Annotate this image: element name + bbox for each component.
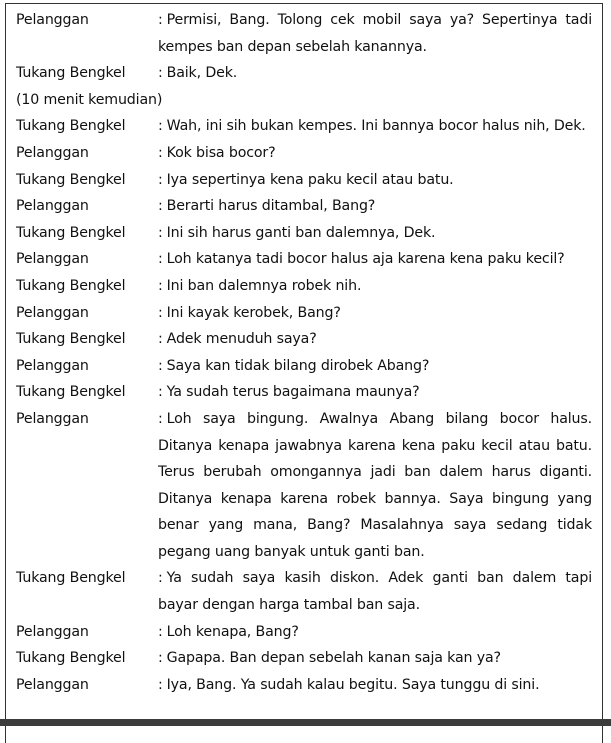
utterance xyxy=(158,193,594,220)
speaker-name: Tukang Bengkel xyxy=(16,384,126,401)
utterance xyxy=(158,619,594,646)
dialog-line xyxy=(16,246,594,273)
dialog-line xyxy=(16,113,594,140)
utterance-text: Ya sudah terus bagaimana maunya? xyxy=(166,384,420,401)
utterance xyxy=(158,220,594,247)
dialog-line xyxy=(16,273,594,300)
colon-separator: : xyxy=(158,65,163,82)
colon-separator: : xyxy=(158,650,163,667)
utterance xyxy=(158,672,594,699)
utterance-text: Loh kenapa, Bang? xyxy=(166,623,299,640)
utterance-text: Gapapa. Ban depan sebelah kanan saja kan ya? xyxy=(166,650,501,667)
dialog-line xyxy=(16,672,594,699)
speaker-name: Tukang Bengkel xyxy=(16,171,126,188)
speaker-name: Pelanggan xyxy=(16,357,89,374)
utterance-text: Iya sepertinya kena paku kecil atau batu. xyxy=(166,171,454,188)
speaker-name: Tukang Bengkel xyxy=(16,65,126,82)
utterance xyxy=(158,326,594,353)
utterance xyxy=(158,113,594,140)
colon-separator: : xyxy=(158,144,163,161)
utterance xyxy=(158,353,594,380)
dialog-line xyxy=(16,7,594,60)
colon-separator: : xyxy=(158,12,163,28)
utterance xyxy=(158,60,594,87)
speaker-name: Pelanggan xyxy=(16,144,89,161)
dialog-line xyxy=(16,193,594,220)
utterance xyxy=(158,379,594,406)
dialog-line xyxy=(16,300,594,327)
speaker-name: Tukang Bengkel xyxy=(16,224,126,241)
utterance xyxy=(158,7,594,60)
dialog-line xyxy=(16,326,594,353)
colon-separator: : xyxy=(158,357,163,374)
colon-separator: : xyxy=(158,304,163,321)
dialog-line xyxy=(16,645,594,672)
utterance-text: Kok bisa bocor? xyxy=(166,144,276,161)
colon-separator: : xyxy=(158,570,163,587)
dialog-line xyxy=(16,353,594,380)
colon-separator: : xyxy=(158,171,163,188)
colon-separator: : xyxy=(158,623,163,640)
utterance xyxy=(158,246,594,273)
speaker-name: Pelanggan xyxy=(16,198,89,215)
colon-separator: : xyxy=(158,410,163,427)
utterance xyxy=(158,406,594,566)
utterance xyxy=(158,167,594,194)
speaker-name: Pelanggan xyxy=(16,623,89,640)
dialog-line xyxy=(16,619,594,646)
colon-separator: : xyxy=(158,251,163,268)
colon-separator: : xyxy=(158,118,163,135)
utterance-text: Ini kayak kerobek, Bang? xyxy=(166,304,341,321)
narration-line: (10 menit kemudian) xyxy=(16,91,163,108)
utterance-text: Ini ban dalemnya robek nih. xyxy=(166,277,362,294)
utterance xyxy=(158,300,594,327)
utterance-text: Adek menuduh saya? xyxy=(166,331,317,348)
colon-separator: : xyxy=(158,384,163,401)
colon-separator: : xyxy=(158,224,163,241)
speaker-name: Pelanggan xyxy=(16,304,89,321)
utterance-text: Baik, Dek. xyxy=(166,65,238,82)
utterance-text: Saya kan tidak bilang dirobek Abang? xyxy=(166,357,430,374)
colon-separator: : xyxy=(158,277,163,294)
dialog-line xyxy=(16,220,594,247)
dialog-line xyxy=(16,140,594,167)
dialog-line xyxy=(16,565,594,618)
utterance-text: Loh katanya tadi bocor halus aja karena kena paku kecil? xyxy=(166,251,565,268)
dialog-line xyxy=(16,406,594,566)
speaker-name: Pelanggan xyxy=(16,251,89,268)
speaker-name: Tukang Bengkel xyxy=(16,118,126,135)
colon-separator: : xyxy=(158,198,163,215)
speaker-name: Pelanggan xyxy=(16,410,89,427)
utterance xyxy=(158,273,594,300)
dialog-line xyxy=(16,60,594,87)
dialog-transcript xyxy=(16,7,594,698)
speaker-name: Tukang Bengkel xyxy=(16,331,126,348)
utterance xyxy=(158,565,594,618)
dialog-line xyxy=(16,167,594,194)
utterance-text: Ya sudah saya kasih diskon. Adek ganti ban dalem tapi bayar dengan harga tambal ban saja. xyxy=(158,570,592,614)
utterance-text: Berarti harus ditambal, Bang? xyxy=(166,198,376,215)
speaker-name: Tukang Bengkel xyxy=(16,650,126,667)
speaker-name: Pelanggan xyxy=(16,12,89,28)
utterance-text: Iya, Bang. Ya sudah kalau begitu. Saya tunggu di sini. xyxy=(166,676,540,693)
utterance-text: Loh saya bingung. Awalnya Abang bilang bocor halus. Ditanya kenapa jawabnya karena kena paku kecil atau batu. Terus berubah omongannya jadi ban dalem harus diganti. Ditanya kenapa karena robek bannya. Saya bingung yang benar yang mana, Bang? Masalahnya saya sedang tidak pegang uang banyak untuk ganti ban. xyxy=(158,410,592,560)
speaker-name: Pelanggan xyxy=(16,676,89,693)
utterance-text: Permisi, Bang. Tolong cek mobil saya ya? Sepertinya tadi kempes ban depan sebelah kanannya. xyxy=(158,12,592,55)
colon-separator: : xyxy=(158,676,163,693)
colon-separator: : xyxy=(158,331,163,348)
dialog-line xyxy=(16,379,594,406)
utterance-text: Wah, ini sih bukan kempes. Ini bannya bocor halus nih, Dek. xyxy=(166,118,586,135)
utterance-text: Ini sih harus ganti ban dalemnya, Dek. xyxy=(166,224,436,241)
bottom-edge-bar xyxy=(0,719,611,726)
speaker-name: Tukang Bengkel xyxy=(16,277,126,294)
speaker-name: Tukang Bengkel xyxy=(16,570,126,587)
utterance xyxy=(158,140,594,167)
utterance xyxy=(158,645,594,672)
